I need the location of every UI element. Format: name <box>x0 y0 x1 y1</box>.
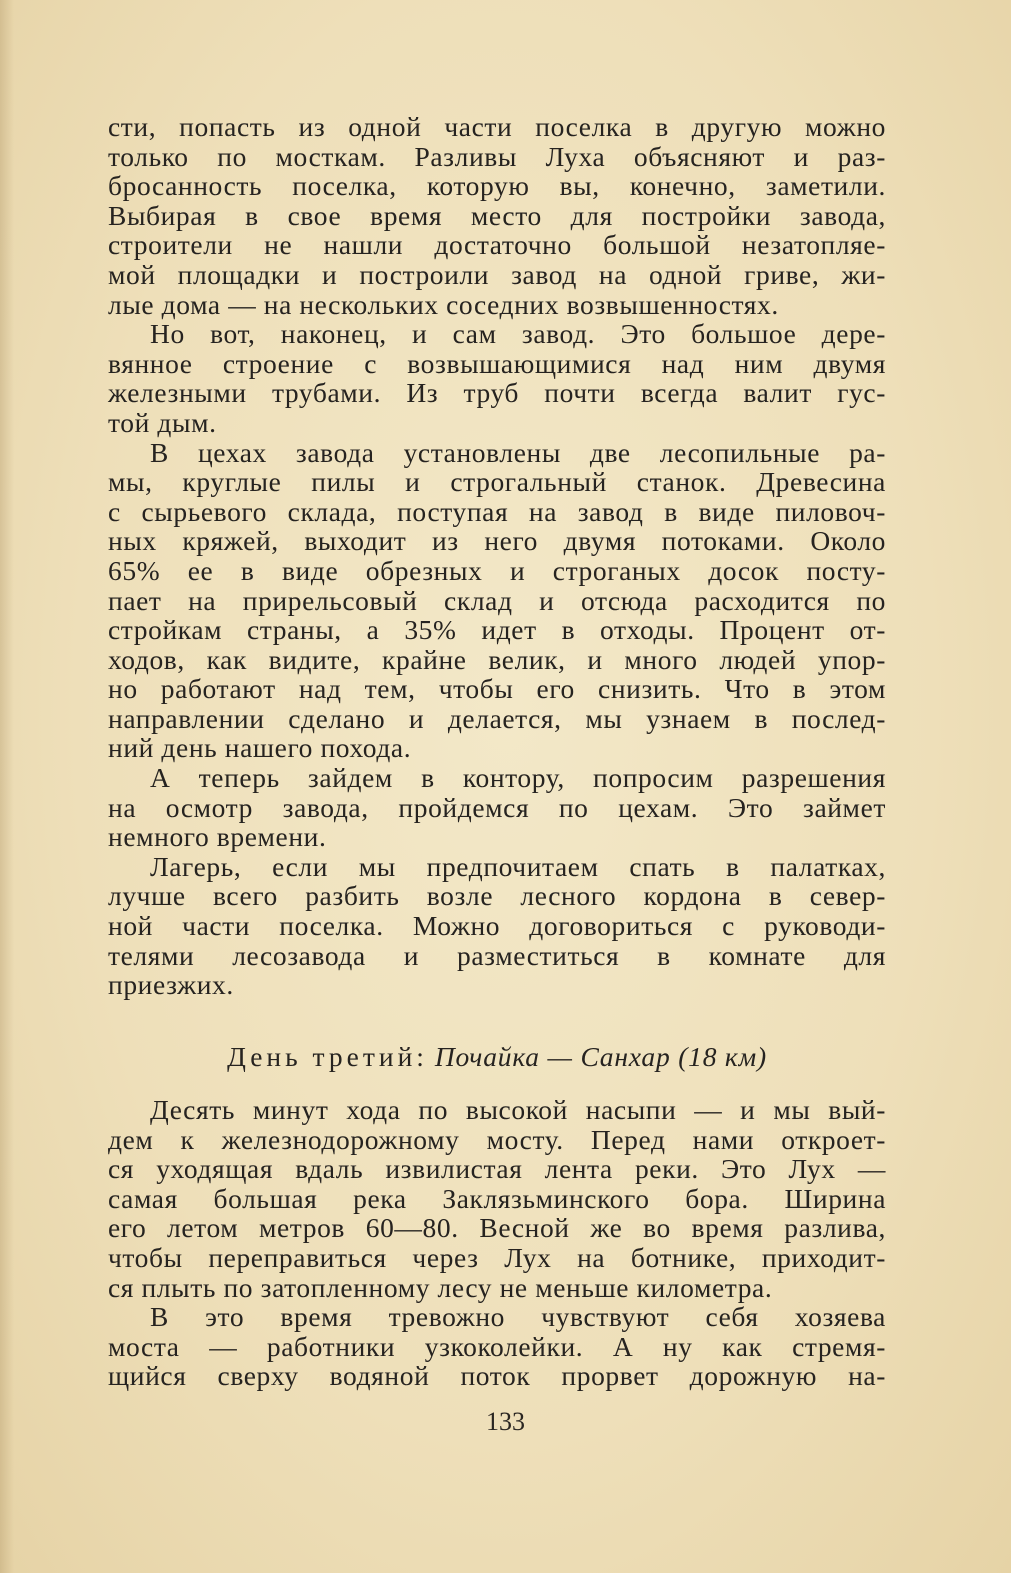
text-line: дем к железнодорожному мосту. Перед нами откроет- <box>108 1123 886 1155</box>
page-number: 133 <box>486 1407 525 1436</box>
text-line: его летом метров 60—80. Весной же во время разлива, <box>108 1212 886 1244</box>
text-line: самая большая река Заклязьминского бора. Ширина <box>108 1182 886 1214</box>
text-line: только по мосткам. Разливы Луха объясняют и раз- <box>108 140 886 172</box>
text-line: стройкам страны, а 35% идет в отходы. Процент от- <box>108 614 886 646</box>
heading-day: День третий: <box>227 1041 428 1072</box>
text-line: бросанность поселка, которую вы, конечно, заметили. <box>108 170 886 202</box>
text-line: сти, попасть из одной части поселка в другую можно <box>108 111 886 142</box>
text-line: Но вот, наконец, и сам завод. Это большое дере- <box>150 318 886 350</box>
text-line: А теперь зайдем в контору, попросим разрешения <box>150 762 886 794</box>
text-line: Десять минут хода по высокой насыпи — и мы вый- <box>150 1094 886 1125</box>
text-line: ний день нашего похода. <box>108 732 412 764</box>
text-line: В это время тревожно чувствуют себя хозяева <box>150 1301 886 1333</box>
text-line: железными трубами. Из труб почти всегда валит гус- <box>108 377 886 409</box>
text-line: чтобы переправиться через Лух на ботнике, приходит- <box>108 1241 886 1273</box>
text-line: 65% ее в виде обрезных и строганых досок посту- <box>108 554 886 586</box>
text-line: мой площадки и построили завод на одной гриве, жи- <box>108 258 886 290</box>
text-line: приезжих. <box>108 969 234 1001</box>
text-line: ной части поселка. Можно договориться с руководи- <box>108 910 886 942</box>
text-line: щийся сверху водяной поток прорвет дорожную на- <box>108 1360 886 1392</box>
body-text-top <box>108 112 886 1000</box>
text-line: на осмотр завода, пройдемся по цехам. Это займет <box>108 791 886 823</box>
text-line: моста — работники узкоколейки. А ну как стремя- <box>108 1330 886 1362</box>
section-heading <box>108 1040 886 1074</box>
page-edge-shadow <box>0 0 14 1573</box>
text-line: ся уходящая вдаль извилистая лента реки. Это Лух — <box>108 1153 886 1185</box>
body-text-bottom <box>108 1095 886 1391</box>
heading-route: Почайка — Санхар (18 км) <box>434 1041 767 1072</box>
text-line: ных кряжей, выходит из него двумя потоками. Около <box>108 525 886 557</box>
text-line: строители не нашли достаточно большой незатопляе- <box>108 229 886 261</box>
text-line: но работают над тем, чтобы его снизить. Что в этом <box>108 673 886 705</box>
text-line: мы, круглые пилы и строгальный станок. Древесина <box>108 466 886 498</box>
text-line: ходов, как видите, крайне велик, и много людей упор- <box>108 643 886 675</box>
text-line: той дым. <box>108 406 217 438</box>
text-line: пает на прирельсовый склад и отсюда расходится по <box>108 584 886 616</box>
text-line: ся плыть по затопленному лесу не меньше километра. <box>108 1271 773 1303</box>
text-line: лые дома — на нескольких соседних возвышенностях. <box>108 288 779 320</box>
text-line: вянное строение с возвышающимися над ним двумя <box>108 347 886 379</box>
text-line: направлении сделано и делается, мы узнаем в послед- <box>108 702 886 734</box>
text-line: с сырьевого склада, поступая на завод в виде пиловоч- <box>108 495 886 527</box>
text-line: телями лесозавода и разместиться в комнате для <box>108 939 886 971</box>
text-line: Лагерь, если мы предпочитаем спать в палатках, <box>150 850 886 882</box>
text-line: Выбирая в свое время место для постройки завода, <box>108 199 886 231</box>
text-line: В цехах завода установлены две лесопильные ра- <box>150 436 886 468</box>
text-line: лучше всего разбить возле лесного кордона в север- <box>108 880 886 912</box>
text-line: немного времени. <box>108 821 327 853</box>
